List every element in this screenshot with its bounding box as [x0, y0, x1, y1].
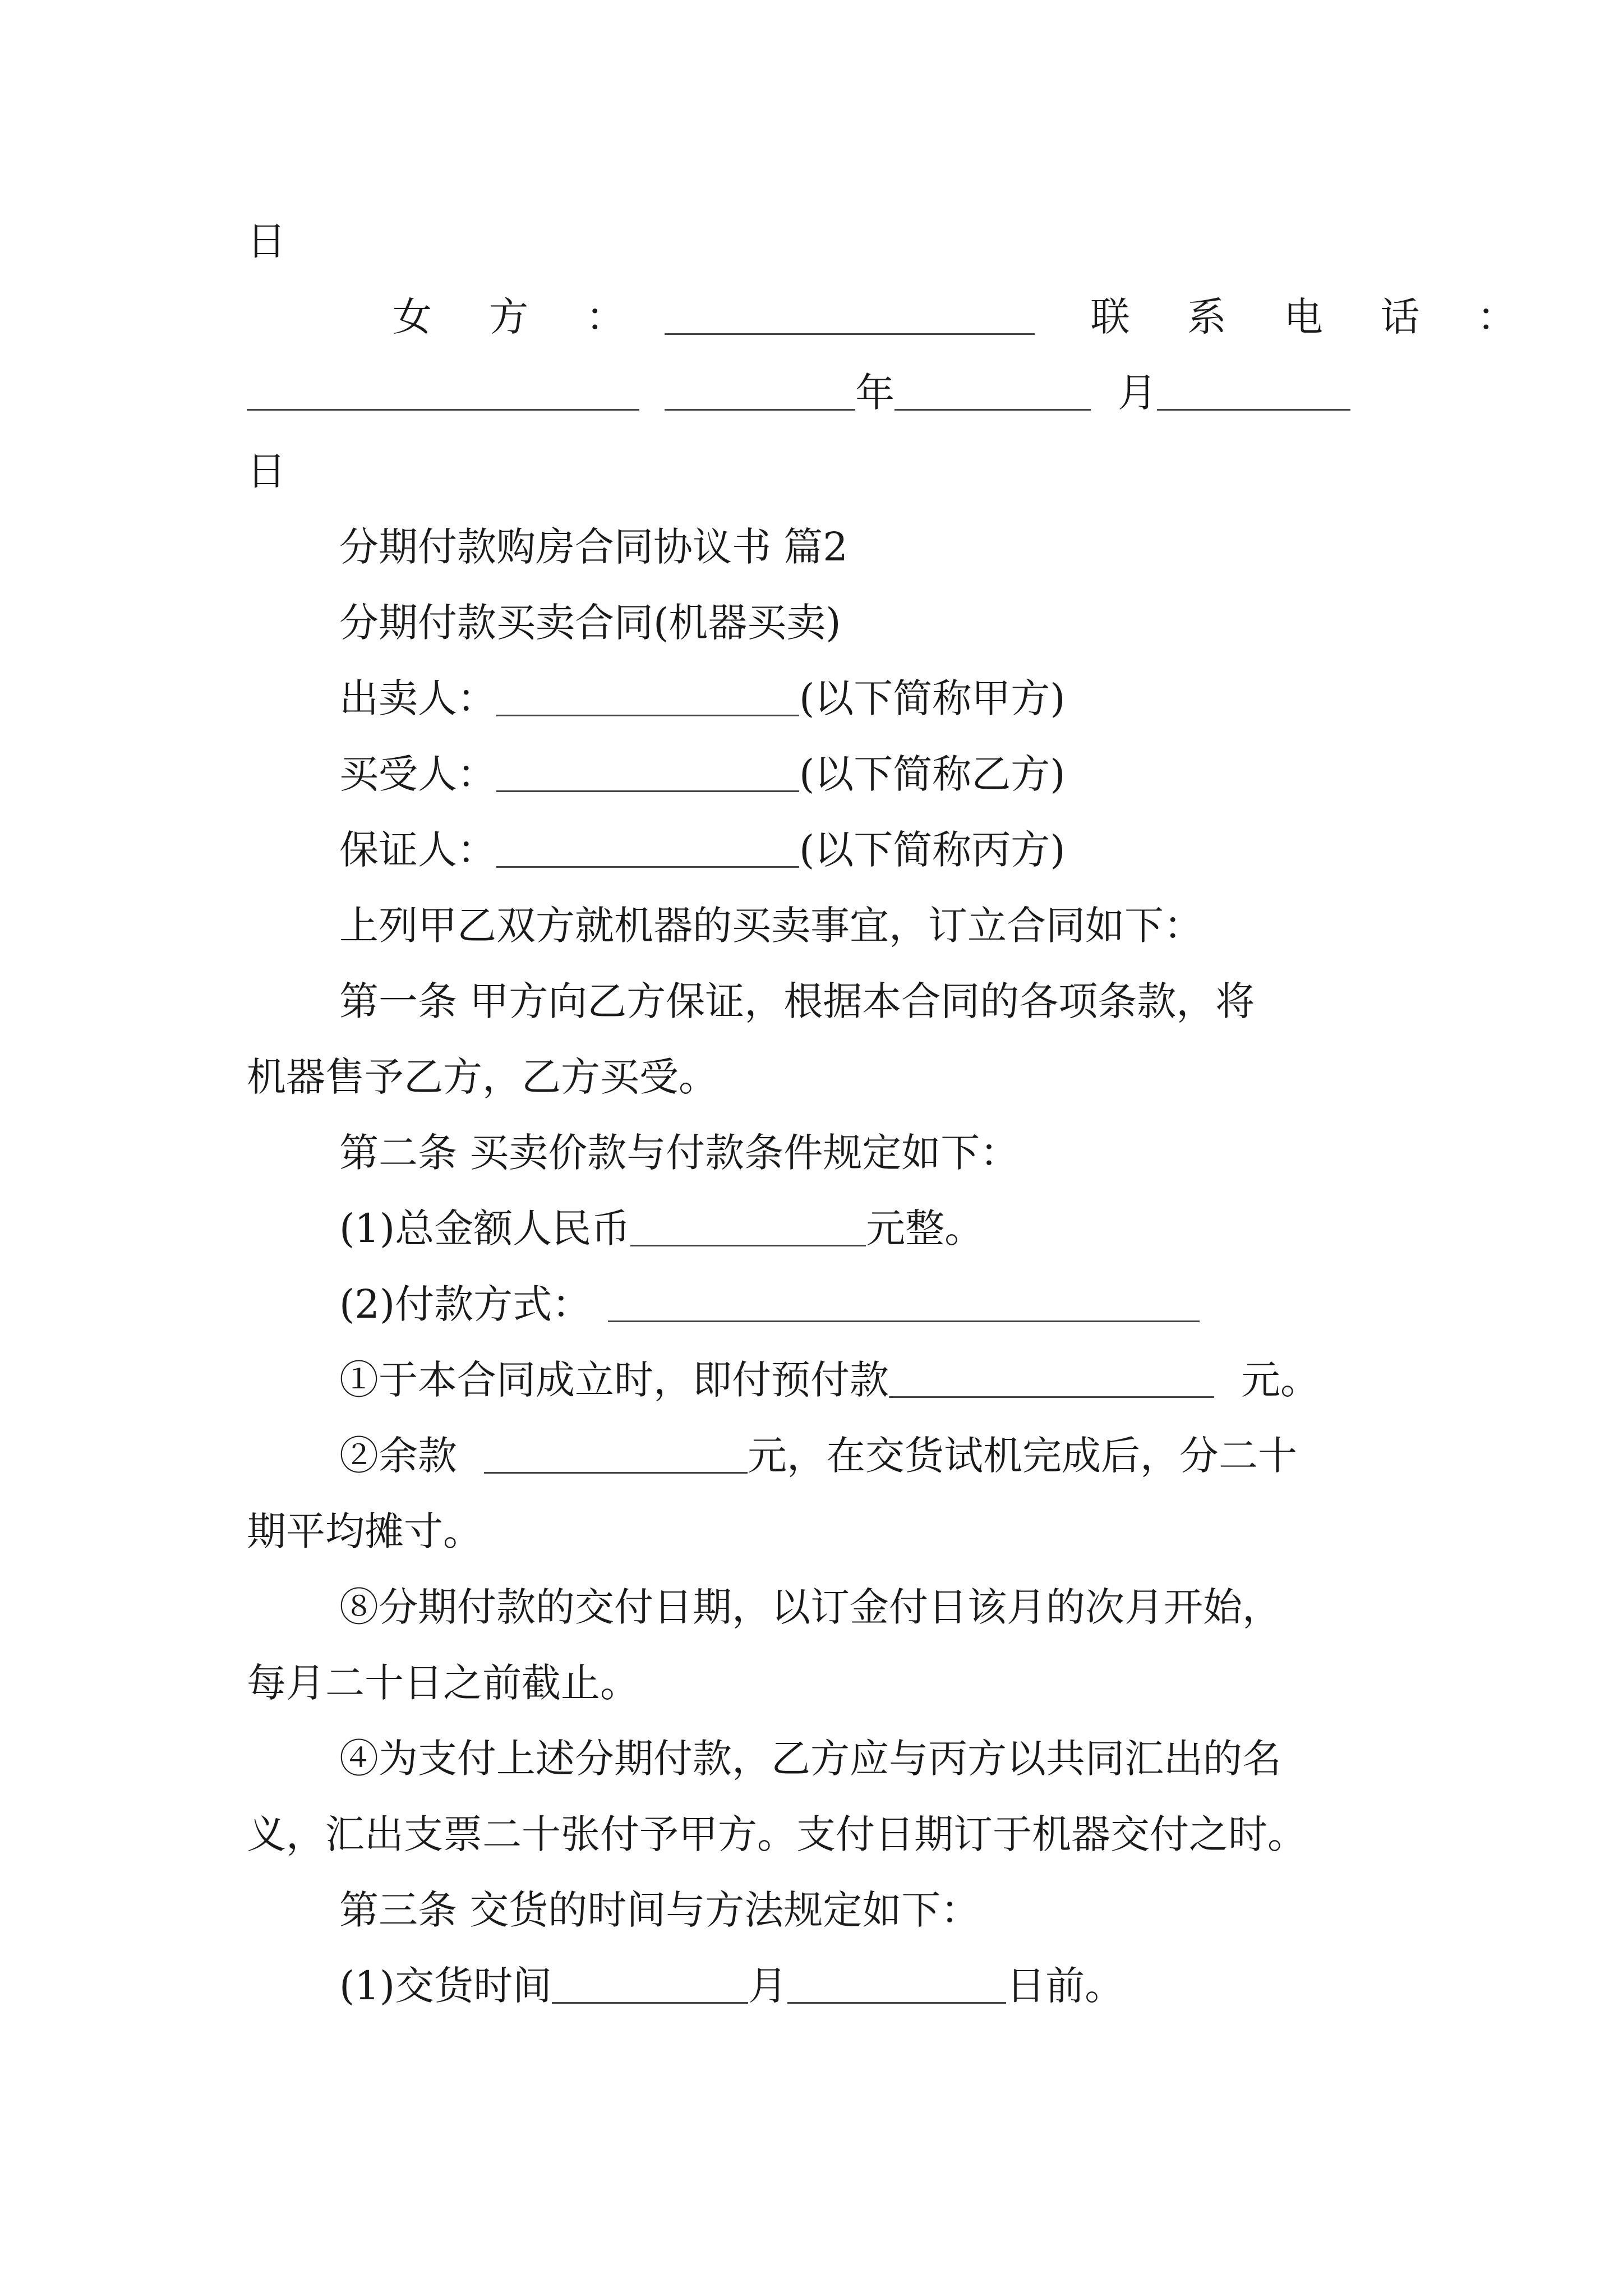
- article2-total: [339, 1203, 984, 1254]
- year-label: 年: [855, 370, 895, 416]
- time-prefix: (1)交货时间: [339, 1963, 552, 2009]
- female-party-line: [393, 292, 1539, 342]
- article2-item2-line2: 期平均摊寸。: [247, 1508, 482, 1554]
- article1-line2: 机器售予乙方，乙方买受。: [247, 1054, 718, 1100]
- item1-suffix: 元。: [1241, 1357, 1320, 1403]
- article2-item1: [339, 1355, 1320, 1405]
- article3-heading: 第三条 交货的时间与方法规定如下：: [339, 1887, 980, 1933]
- balance-blank[interactable]: [484, 1430, 748, 1474]
- phone-label: 联 系 电 话 ：: [1090, 294, 1539, 340]
- article2-item3-line2: 每月二十日之前截止。: [247, 1660, 639, 1706]
- month-blank[interactable]: [895, 367, 1091, 411]
- article1-line1: 第一条 甲方向乙方保证，根据本合同的各项条款，将: [339, 978, 1255, 1024]
- female-party-label: 女 方 ：: [393, 294, 648, 340]
- party-note: (以下简称丙方): [799, 827, 1066, 873]
- article2-item2: [339, 1430, 1297, 1481]
- year-blank[interactable]: [665, 367, 855, 411]
- day-blank[interactable]: [1157, 367, 1350, 411]
- time-suffix: 日前。: [1006, 1963, 1124, 2009]
- prepayment-blank[interactable]: [889, 1355, 1214, 1398]
- party-buyer: [339, 749, 1066, 799]
- total-prefix: (1)总金额人民币: [339, 1205, 631, 1251]
- contract-title: 分期付款买卖合同(机器买卖): [339, 600, 841, 646]
- article2-heading: 第二条 买卖价款与付款条件规定如下：: [339, 1130, 1020, 1176]
- delivery-month-blank[interactable]: [552, 1961, 748, 2004]
- signature-day-bottom: 日: [247, 448, 286, 494]
- seller-blank[interactable]: [496, 673, 799, 716]
- item2-prefix: ②余款: [339, 1433, 457, 1479]
- guarantor-blank[interactable]: [496, 825, 799, 868]
- total-suffix: 元整。: [866, 1205, 984, 1251]
- item1-prefix: ①于本合同成立时，即付预付款: [339, 1357, 889, 1403]
- party-label: 出卖人：: [339, 675, 496, 721]
- phone-date-line: [247, 367, 1350, 418]
- section-title: 分期付款购房合同协议书 篇2: [339, 524, 848, 570]
- phone-blank[interactable]: [247, 367, 639, 411]
- party-label: 保证人：: [339, 827, 496, 873]
- method-label: (2)付款方式：: [339, 1281, 592, 1327]
- preamble: 上列甲乙双方就机器的买卖事宜，订立合同如下：: [339, 903, 1203, 949]
- signature-day-top: 日: [247, 218, 286, 264]
- month-label: 月: [1118, 370, 1157, 416]
- article2-item4-line1: ④为支付上述分期付款，乙方应与丙方以共同汇出的名: [339, 1736, 1281, 1782]
- time-month: 月: [748, 1963, 788, 2009]
- article2-method: [339, 1279, 1200, 1329]
- item2-suffix: 元，在交货试机完成后，分二十: [748, 1433, 1297, 1479]
- article2-item4-line2: 义，汇出支票二十张付予甲方。支付日期订于机器交付之时。: [247, 1811, 1307, 1857]
- party-note: (以下简称甲方): [799, 675, 1066, 721]
- buyer-blank[interactable]: [496, 749, 799, 792]
- party-note: (以下简称乙方): [799, 751, 1066, 797]
- article2-item3-line1: ⑧分期付款的交付日期，以订金付日该月的次月开始，: [339, 1584, 1281, 1630]
- payment-method-blank[interactable]: [608, 1279, 1200, 1322]
- total-amount-blank[interactable]: [630, 1203, 866, 1246]
- female-party-blank[interactable]: [665, 292, 1035, 335]
- party-guarantor: [339, 825, 1066, 875]
- party-seller: [339, 673, 1066, 724]
- delivery-day-blank[interactable]: [787, 1961, 1006, 2004]
- article3-delivery-time: [339, 1961, 1124, 2011]
- party-label: 买受人：: [339, 751, 496, 797]
